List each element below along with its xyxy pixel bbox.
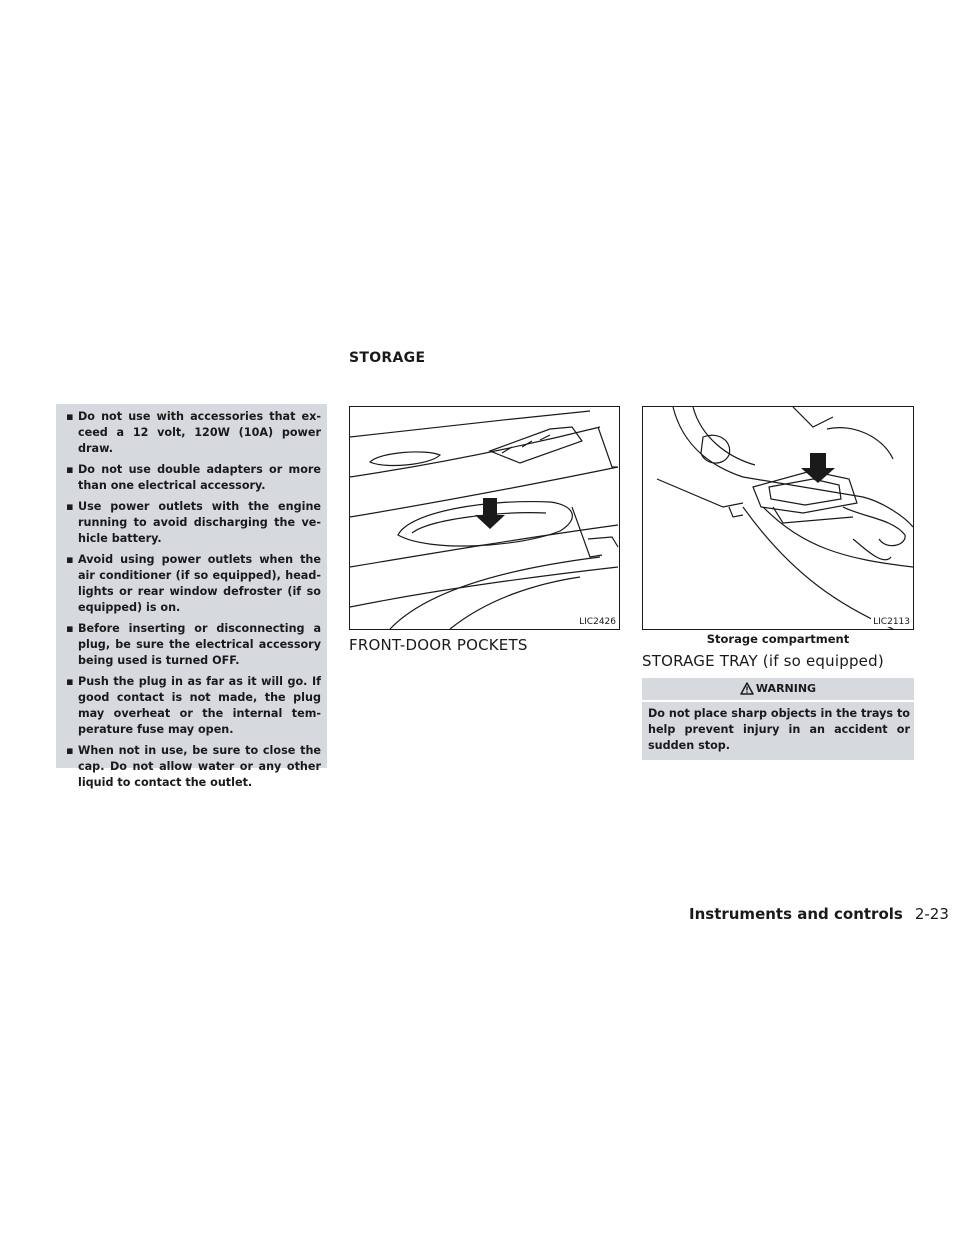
caution-item: ▪ Push the plug in as far as it will go. If good contact is not made, the plug may overheat or the internal tem- perature fuse may open. (66, 674, 321, 738)
caution-item: ▪ Use power outlets with the engine running to avoid discharging the ve- hicle battery. (66, 499, 321, 547)
front-door-illustration (349, 406, 620, 630)
caution-list (66, 409, 321, 791)
figure-code: LIC2113 (873, 617, 910, 627)
caution-item: ▪ Avoid using power outlets when the air conditioner (if so equipped), head- lights or rear window defroster (if so equipped) is on. (66, 552, 321, 616)
caution-item: ▪ Do not use double adapters or more than one electrical accessory. (66, 462, 321, 494)
caution-item: ▪ When not in use, be sure to close the cap. Do not allow water or any other liquid to contact the outlet. (66, 743, 321, 791)
warning-text: Do not place sharp objects in the trays to help prevent injury in an accident or sudden stop. (642, 702, 914, 760)
warning-label: WARNING (755, 682, 817, 695)
caution-item: ▪ Do not use with accessories that ex- ceed a 12 volt, 120W (10A) power draw. (66, 409, 321, 457)
storage-tray-illustration (642, 406, 914, 630)
chapter-title: Instruments and controls (689, 905, 903, 923)
warning-box (642, 678, 914, 752)
storage-tray-heading: STORAGE TRAY (if so equipped) (642, 652, 884, 670)
warning-triangle-icon (740, 682, 754, 695)
caution-item: ▪ Before inserting or disconnecting a plug, be sure the electrical accessory being used is turned OFF. (66, 621, 321, 669)
section-title: STORAGE (349, 350, 426, 366)
figure-caption: Storage compartment (706, 632, 850, 646)
arrow-down-icon (801, 453, 835, 483)
page-footer (689, 905, 949, 923)
warning-header (642, 678, 914, 700)
caution-box (56, 404, 327, 789)
front-door-pockets-heading: FRONT-DOOR POCKETS (349, 636, 528, 654)
figure-code: LIC2426 (579, 617, 616, 627)
page-number: 2-23 (914, 905, 949, 923)
